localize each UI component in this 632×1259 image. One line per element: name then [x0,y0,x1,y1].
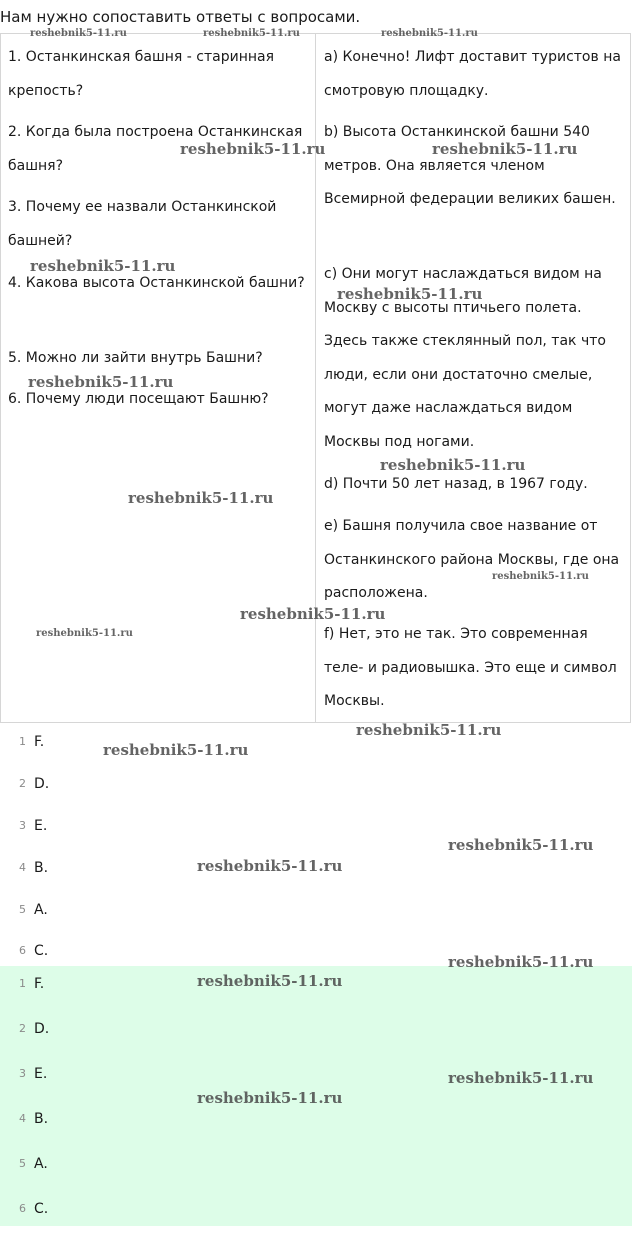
question-4: 4. Какова высота Останкинской башни? [8,275,305,291]
watermark: reshebnik5-11.ru [448,1069,594,1087]
watermark: reshebnik5-11.ru [448,953,594,971]
watermark: reshebnik5-11.ru [128,489,274,507]
list-number: 2 [19,777,26,790]
list-value: E. [34,818,48,834]
list-value: B. [34,860,49,876]
question-5: 5. Можно ли зайти внутрь Башни? [8,350,263,366]
intro-text: Нам нужно сопоставить ответы с вопросами. [0,8,361,26]
watermark: reshebnik5-11.ru [197,1089,343,1107]
list-value: D. [34,776,50,792]
answer-f: f) Нет, это не так. Это современная теле- и радиовышка. Это еще и символ Москвы. [324,626,617,709]
question-1: 1. Останкинская башня - старинная крепость? [8,49,274,99]
list-number: 1 [19,735,26,748]
watermark: reshebnik5-11.ru [180,140,326,158]
list-value: F. [34,734,45,750]
answer-c: c) Они могут наслаждаться видом на Москву с высоты птичьего полета. Здесь также стеклянный пол, так что люди, если они достаточно смелые, могут даже наслаждаться видом Москвы под ногами. [324,266,606,450]
answer-e: e) Башня получила свое название от Останкинского района Москвы, где она расположена. [324,518,620,601]
list-value: C. [34,943,49,959]
list-value: F. [34,976,45,992]
watermark: reshebnik5-11.ru [240,605,386,623]
watermark: reshebnik5-11.ru [103,741,249,759]
watermark: reshebnik5-11.ru [197,972,343,990]
watermark: reshebnik5-11.ru [492,571,589,582]
list-number: 6 [19,1202,26,1215]
list-number: 4 [19,1112,26,1125]
watermark: reshebnik5-11.ru [356,721,502,739]
list-number: 6 [19,944,26,957]
watermark: reshebnik5-11.ru [30,257,176,275]
answer-a: a) Конечно! Лифт доставит туристов на смотровую площадку. [324,49,621,99]
question-6: 6. Почему люди посещают Башню? [8,391,269,407]
list-value: A. [34,902,48,918]
watermark: reshebnik5-11.ru [381,28,478,39]
list-value: C. [34,1201,49,1217]
list-number: 2 [19,1022,26,1035]
watermark: reshebnik5-11.ru [28,373,174,391]
list-number: 5 [19,1157,26,1170]
watermark: reshebnik5-11.ru [197,857,343,875]
list-value: D. [34,1021,50,1037]
list-number: 3 [19,1067,26,1080]
answer-d: d) Почти 50 лет назад, в 1967 году. [324,476,588,492]
watermark: reshebnik5-11.ru [30,28,127,39]
list-value: E. [34,1066,48,1082]
watermark: reshebnik5-11.ru [380,456,526,474]
list-number: 4 [19,861,26,874]
question-3: 3. Почему ее назвали Останкинской башней? [8,199,277,249]
list-number: 5 [19,903,26,916]
list-number: 3 [19,819,26,832]
answer-b: b) Высота Останкинской башни 540 метров. Она является членом Всемирной федерации великих башен. [324,124,616,207]
watermark: reshebnik5-11.ru [203,28,300,39]
list-value: B. [34,1111,49,1127]
watermark: reshebnik5-11.ru [432,140,578,158]
question-2: 2. Когда была построена Останкинская башня? [8,124,303,174]
list-value: A. [34,1156,48,1172]
watermark: reshebnik5-11.ru [36,628,133,639]
list-number: 1 [19,977,26,990]
watermark: reshebnik5-11.ru [337,285,483,303]
watermark: reshebnik5-11.ru [448,836,594,854]
